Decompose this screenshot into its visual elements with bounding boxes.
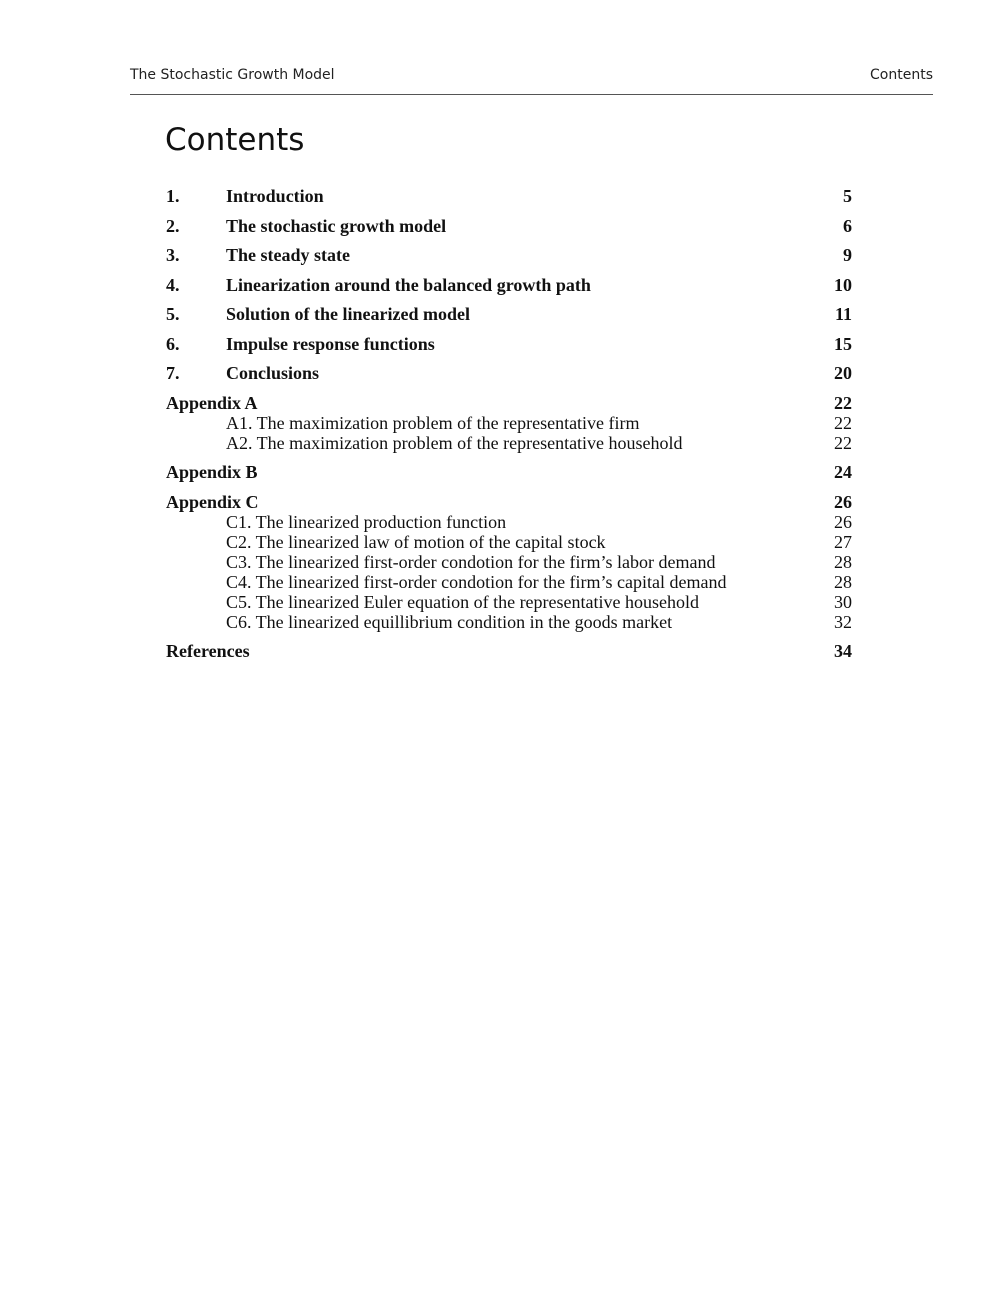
toc-page: 9 xyxy=(843,245,852,265)
toc-label: Appendix C xyxy=(166,491,259,512)
toc-page: 22 xyxy=(834,392,852,413)
toc-label: Introduction xyxy=(226,186,324,206)
toc-page: 32 xyxy=(834,611,852,632)
toc-references[interactable] xyxy=(166,641,852,661)
toc-label: The steady state xyxy=(226,245,350,265)
toc-entry[interactable] xyxy=(166,275,852,295)
running-header-title: The Stochastic Growth Model xyxy=(130,67,335,83)
toc-appendix-b[interactable] xyxy=(166,462,852,482)
toc-label: C3. The linearized first-order condotion for the firm’s labor demand xyxy=(226,551,716,572)
toc-appendix-a[interactable] xyxy=(166,393,852,413)
toc-entry[interactable] xyxy=(166,245,852,265)
toc-label: Impulse response functions xyxy=(226,333,435,354)
toc-page: 22 xyxy=(834,432,852,453)
toc-label: Linearization around the balanced growth path xyxy=(226,274,591,295)
toc-label: C4. The linearized first-order condotion for the firm’s capital demand xyxy=(226,571,727,592)
toc-subentry[interactable] xyxy=(166,413,852,433)
toc-label: C2. The linearized law of motion of the capital stock xyxy=(226,531,606,552)
toc-label: A2. The maximization problem of the representative household xyxy=(226,432,683,453)
toc-page: 34 xyxy=(834,641,852,661)
toc-page: 28 xyxy=(834,571,852,592)
toc-number: 6. xyxy=(166,333,180,354)
toc-label: Appendix B xyxy=(166,462,258,482)
toc-page: 26 xyxy=(834,491,852,512)
toc-label: The stochastic growth model xyxy=(226,215,447,236)
toc-page: 15 xyxy=(834,333,852,354)
toc-number: 2. xyxy=(166,215,180,236)
toc-subentry[interactable] xyxy=(166,512,852,532)
page-title: Contents xyxy=(165,122,305,158)
toc-number: 3. xyxy=(166,245,180,265)
toc-page: 11 xyxy=(834,304,852,324)
toc-entry[interactable] xyxy=(166,186,852,206)
toc-page: 6 xyxy=(843,215,852,236)
toc-page: 27 xyxy=(834,531,852,552)
running-header-section: Contents xyxy=(870,67,933,83)
toc-page: 26 xyxy=(834,511,852,532)
toc-subentry[interactable] xyxy=(166,433,852,453)
toc-subentry[interactable] xyxy=(166,612,852,632)
toc-label: Appendix A xyxy=(166,392,258,413)
header-rule xyxy=(130,94,933,95)
toc-subentry[interactable] xyxy=(166,532,852,552)
toc-subentry[interactable] xyxy=(166,552,852,572)
toc-page: 20 xyxy=(834,363,852,383)
table-of-contents xyxy=(166,177,852,662)
toc-number: 7. xyxy=(166,363,180,383)
toc-label: References xyxy=(166,641,250,661)
toc-entry[interactable] xyxy=(166,363,852,383)
toc-label: A1. The maximization problem of the representative firm xyxy=(226,412,640,433)
toc-number: 4. xyxy=(166,274,180,295)
toc-page: 10 xyxy=(834,274,852,295)
toc-label: Solution of the linearized model xyxy=(226,304,470,324)
toc-number: 5. xyxy=(166,304,180,324)
toc-subentry[interactable] xyxy=(166,592,852,612)
toc-entry[interactable] xyxy=(166,304,852,324)
toc-page: 28 xyxy=(834,551,852,572)
toc-label: Conclusions xyxy=(226,363,320,383)
toc-entry[interactable] xyxy=(166,334,852,354)
toc-page: 24 xyxy=(834,462,852,482)
toc-appendix-c[interactable] xyxy=(166,492,852,512)
toc-entry[interactable] xyxy=(166,216,852,236)
toc-number: 1. xyxy=(166,186,180,206)
toc-page: 5 xyxy=(843,186,852,206)
toc-page: 30 xyxy=(834,591,852,612)
toc-label: C1. The linearized production function xyxy=(226,511,507,532)
toc-page: 22 xyxy=(834,412,852,433)
toc-label: C5. The linearized Euler equation of the representative household xyxy=(226,591,700,612)
toc-subentry[interactable] xyxy=(166,572,852,592)
toc-label: C6. The linearized equillibrium condition in the goods market xyxy=(226,611,673,632)
